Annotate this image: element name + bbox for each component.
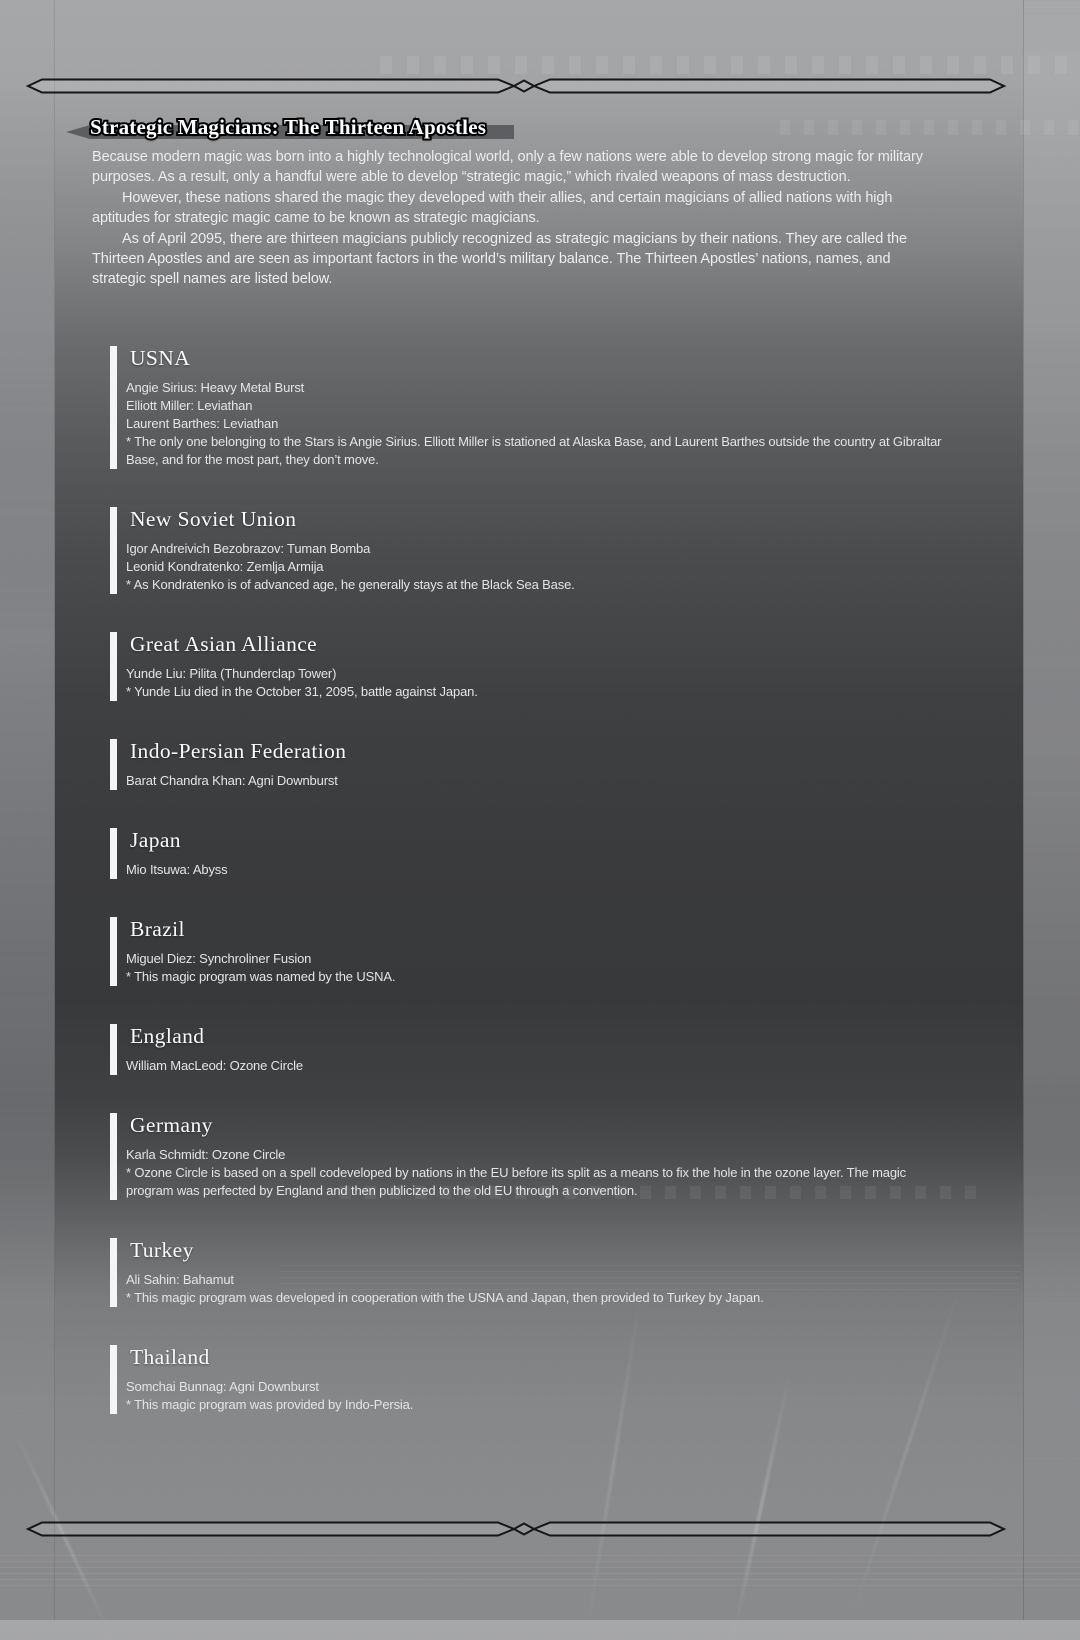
nation-section <box>110 507 955 594</box>
nation-section <box>110 1345 955 1414</box>
nation-section <box>110 739 955 790</box>
scan-artifact <box>380 56 1080 74</box>
magician-entry: William MacLeod: Ozone Circle <box>126 1058 303 1073</box>
scan-edge-right <box>1023 0 1080 1620</box>
section-note: * As Kondratenko is of advanced age, he generally stays at the Black Sea Base. <box>126 577 575 592</box>
nation-heading: Germany <box>130 1113 213 1137</box>
scan-artifact <box>0 1550 1080 1586</box>
magician-entry: Somchai Bunnag: Agni Downburst <box>126 1379 319 1394</box>
nation-section <box>110 632 955 701</box>
nation-heading: USNA <box>130 346 191 370</box>
nation-heading: Japan <box>130 828 181 852</box>
nation-section <box>110 1024 955 1075</box>
divider-bar-left-icon <box>28 80 514 93</box>
nation-heading: Turkey <box>130 1238 194 1262</box>
section-note: * This magic program was named by the USNA. <box>126 969 396 984</box>
magician-entry: Barat Chandra Khan: Agni Downburst <box>126 773 338 788</box>
section-body <box>126 1057 955 1075</box>
magician-entry: Laurent Barthes: Leviathan <box>126 416 279 431</box>
nation-heading: England <box>130 1024 205 1048</box>
magician-entry: Karla Schmidt: Ozone Circle <box>126 1147 286 1162</box>
magician-entry: Yunde Liu: Pilita (Thunderclap Tower) <box>126 666 337 681</box>
divider-diamond-icon <box>514 81 534 92</box>
section-body <box>126 540 955 594</box>
nation-section <box>110 1238 955 1307</box>
divider-diamond-icon <box>514 1524 534 1535</box>
magician-entry: Angie Sirius: Heavy Metal Burst <box>126 380 305 395</box>
divider-bar-left-icon <box>28 1523 514 1536</box>
section-note: * Ozone Circle is based on a spell codeveloped by nations in the EU before its split as a means to fix the hole in the ozone layer. The magic program was perfected by England and then publicized to the old EU through a convention. <box>126 1165 907 1198</box>
magician-entry: Elliott Miller: Leviathan <box>126 398 253 413</box>
intro-paragraphs <box>92 147 937 290</box>
intro-paragraph: As of April 2095, there are thirteen magicians publicly recognized as strategic magicians by their nations. They are called the Thirteen Apostles and are seen as important factors in the world’s military balance. The Thirteen Apostles’ nations, names, and strategic spell names are listed below. <box>92 230 907 288</box>
nation-heading: Brazil <box>130 917 185 941</box>
section-note: * This magic program was provided by Indo-Persia. <box>126 1397 414 1412</box>
section-body <box>126 950 955 986</box>
section-body <box>126 379 955 469</box>
scan-edge-left <box>0 0 55 1620</box>
section-body <box>126 772 955 790</box>
section-body <box>126 1146 955 1200</box>
section-body <box>126 665 955 701</box>
section-body <box>126 861 955 879</box>
sections <box>110 346 955 1452</box>
bottom-divider <box>24 1519 1008 1539</box>
section-body <box>126 1378 955 1414</box>
nation-section <box>110 828 955 879</box>
scan-artifact <box>780 120 1080 135</box>
intro-paragraph: However, these nations shared the magic they developed with their allies, and certain magicians of allied nations with high aptitudes for strategic magic came to be known as strategic magicians. <box>92 189 893 227</box>
nation-section <box>110 346 955 469</box>
nation-heading: New Soviet Union <box>130 507 297 531</box>
magician-entry: Ali Sahin: Bahamut <box>126 1272 234 1287</box>
page-title: Strategic Magicians: The Thirteen Apostles <box>90 115 487 139</box>
nation-heading: Indo-Persian Federation <box>130 739 347 763</box>
magician-entry: Mio Itsuwa: Abyss <box>126 862 228 877</box>
nation-heading: Thailand <box>130 1345 210 1369</box>
divider-bar-right-icon <box>534 1523 1004 1536</box>
magician-entry: Igor Andreivich Bezobrazov: Tuman Bomba <box>126 541 371 556</box>
section-note: * Yunde Liu died in the October 31, 2095, battle against Japan. <box>126 684 478 699</box>
section-note: * This magic program was developed in cooperation with the USNA and Japan, then provided to Turkey by Japan. <box>126 1290 764 1305</box>
divider-bar-right-icon <box>534 80 1004 93</box>
nation-section <box>110 917 955 986</box>
top-divider <box>24 76 1008 96</box>
magician-entry: Leonid Kondratenko: Zemlja Armija <box>126 559 324 574</box>
magician-entry: Miguel Diez: Synchroliner Fusion <box>126 951 312 966</box>
intro-paragraph: Because modern magic was born into a highly technological world, only a few nations were able to develop strong magic for military purposes. As a result, only a handful were able to develop “strategic magic,” which rivaled weapons of mass destruction. <box>92 149 923 186</box>
section-body <box>126 1271 955 1307</box>
nation-heading: Great Asian Alliance <box>130 632 318 656</box>
nation-section <box>110 1113 955 1200</box>
page-title-block <box>66 115 486 147</box>
section-note: * The only one belonging to the Stars is Angie Sirius. Elliott Miller is stationed at Alaska Base, and Laurent Barthes outside the country at Gibraltar Base, and for the most part, they don’t move. <box>126 434 942 467</box>
